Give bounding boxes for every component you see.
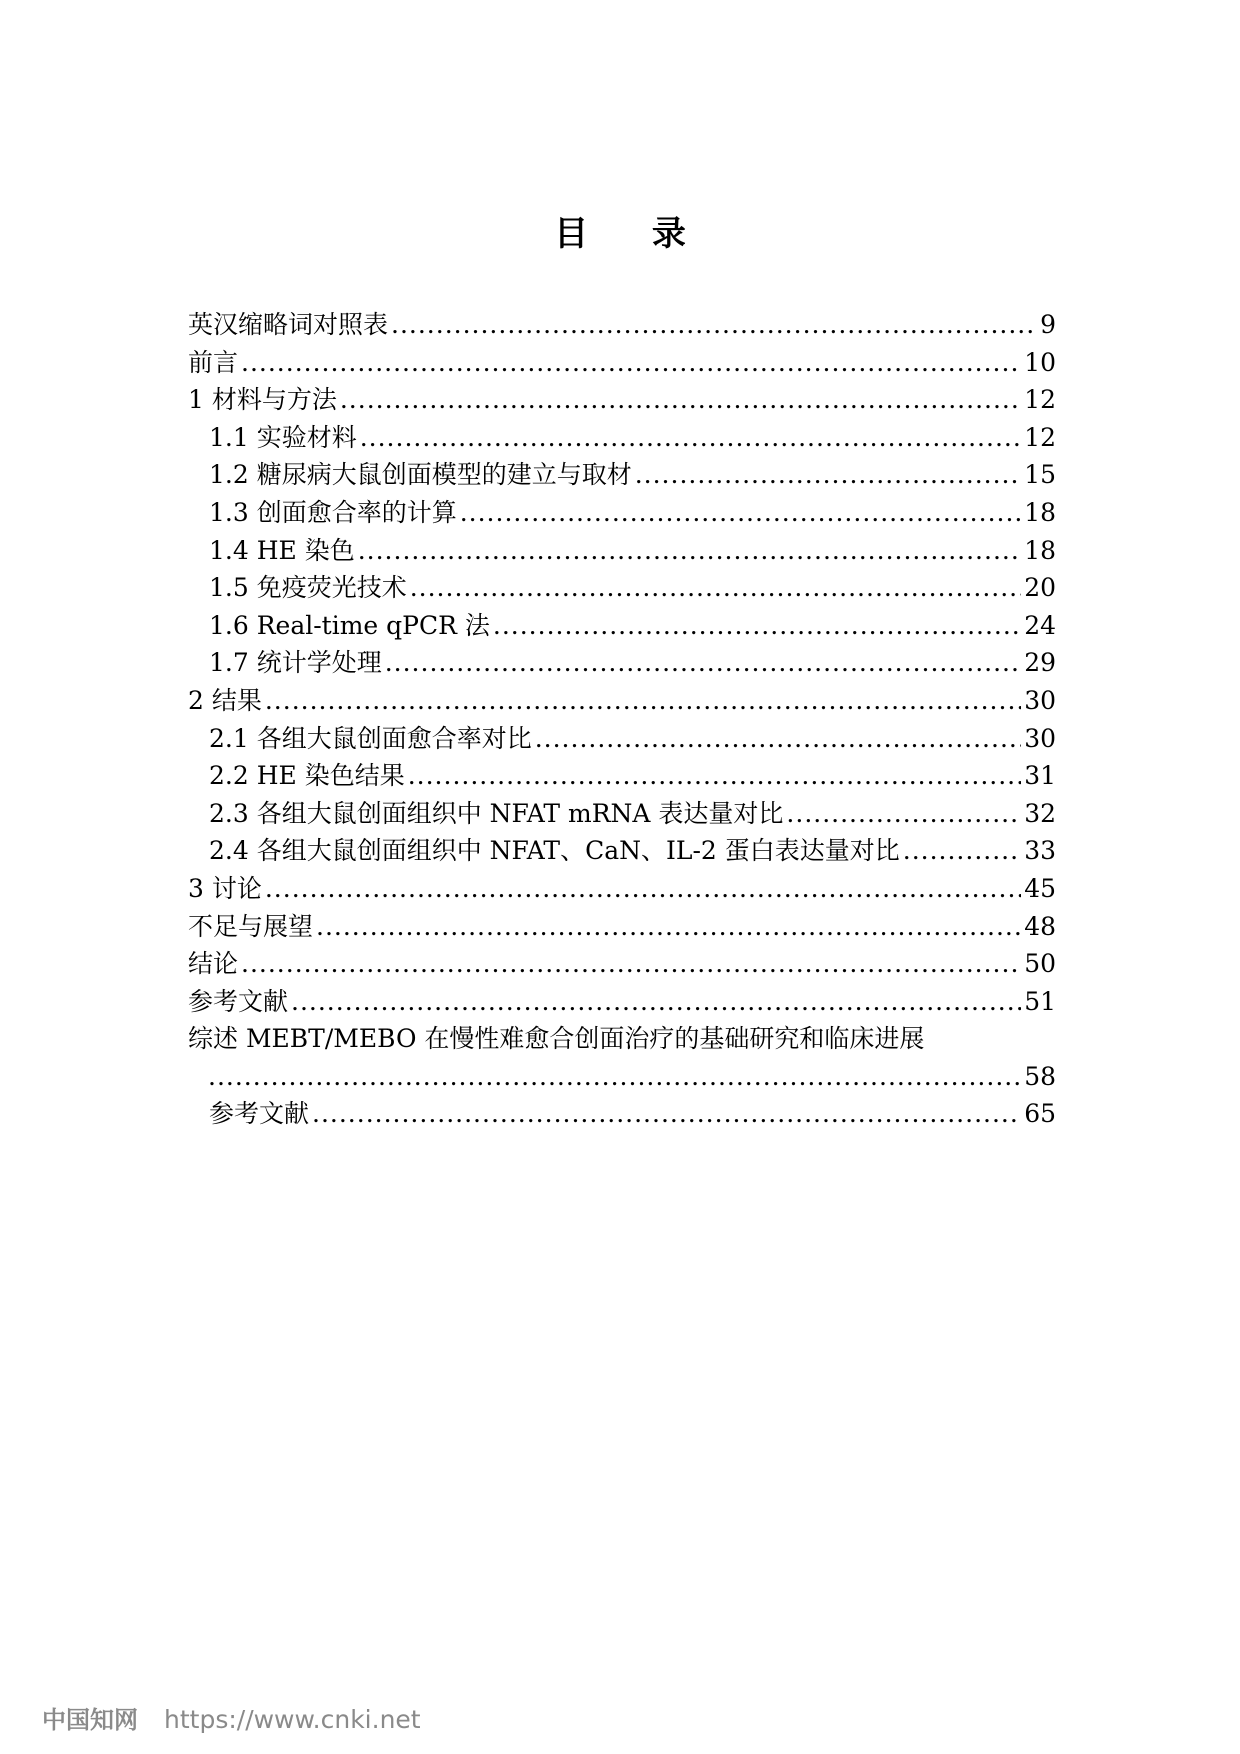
toc-entry-2-2[interactable]: [188, 757, 1056, 795]
dot-leader: [265, 870, 1021, 908]
toc-entry-2-1[interactable]: [188, 720, 1056, 758]
toc-entry-1-2[interactable]: [188, 456, 1056, 494]
toc-entry-page: 33: [1024, 836, 1056, 866]
toc-entry-1-4[interactable]: [188, 532, 1056, 570]
site-url[interactable]: https://www.cnki.net: [164, 1705, 421, 1734]
toc-entry-page: 18: [1024, 497, 1056, 527]
toc-entry-review-references[interactable]: [188, 1095, 1056, 1133]
toc-entry-materials-methods[interactable]: [188, 381, 1056, 419]
toc-entry-page: 30: [1024, 723, 1056, 753]
toc-entry-label: 1.6 Real-time qPCR 法: [209, 610, 490, 640]
toc-entry-label: 1.7 统计学处理: [209, 648, 382, 678]
toc-entry-label: 2.1 各组大鼠创面愈合率对比: [209, 723, 532, 753]
toc-entry-label: 1.2 糖尿病大鼠创面模型的建立与取材: [209, 460, 632, 490]
toc-entry-limitations[interactable]: [188, 908, 1056, 946]
toc-entry-page: 10: [1024, 347, 1056, 377]
toc-entry-label: 1.1 实验材料: [209, 422, 357, 452]
dot-leader: [358, 532, 1021, 570]
toc-entry-page: 32: [1024, 798, 1056, 828]
footer-watermark: [42, 1700, 421, 1734]
toc-entry-page: 9: [1040, 310, 1056, 339]
toc-entry-review[interactable]: [188, 1020, 1056, 1058]
toc-entry-1-6[interactable]: [188, 607, 1056, 645]
toc-entry-1-3[interactable]: [188, 494, 1056, 532]
dot-leader: [208, 1058, 1021, 1096]
toc-entry-label: 参考文献: [188, 986, 289, 1016]
dot-leader: [410, 569, 1021, 607]
toc-entry-label: 1 材料与方法: [188, 385, 337, 415]
toc-entry-page: 30: [1024, 685, 1056, 715]
table-of-contents: [188, 306, 1056, 1133]
toc-entry-page: 12: [1024, 385, 1056, 415]
toc-entry-page: 48: [1024, 911, 1056, 941]
toc-entry-page: 50: [1024, 949, 1056, 979]
toc-entry-page: 31: [1024, 761, 1056, 791]
dot-leader: [786, 795, 1021, 833]
toc-entry-1-7[interactable]: [188, 644, 1056, 682]
toc-entry-label: 不足与展望: [188, 911, 314, 941]
toc-entry-label: 综述 MEBT/MEBO 在慢性难愈合创面治疗的基础研究和临床进展: [188, 1024, 925, 1054]
toc-entry-label: 英汉缩略词对照表: [188, 310, 389, 339]
toc-entry-page: 29: [1024, 648, 1056, 678]
toc-entry-label: 2.3 各组大鼠创面组织中 NFAT mRNA 表达量对比: [209, 798, 784, 828]
dot-leader: [241, 344, 1021, 382]
toc-entry-label: 1.3 创面愈合率的计算: [209, 497, 457, 527]
toc-entry-label: 结论: [188, 949, 239, 979]
cnki-logo-text: 中国知网: [42, 1706, 138, 1734]
toc-entry-abbreviations[interactable]: [188, 306, 1056, 344]
toc-entry-page: 58: [1024, 1061, 1056, 1091]
toc-entry-page: 20: [1024, 573, 1056, 603]
toc-entry-results[interactable]: [188, 682, 1056, 720]
toc-entry-discussion[interactable]: [188, 870, 1056, 908]
dot-leader: [291, 983, 1021, 1021]
toc-entry-label: 1.5 免疫荧光技术: [209, 573, 407, 603]
toc-entry-page: 18: [1024, 535, 1056, 565]
toc-entry-page: 45: [1024, 873, 1056, 903]
toc-entry-2-3[interactable]: [188, 795, 1056, 833]
toc-entry-label: 3 讨论: [188, 873, 262, 903]
toc-entry-preface[interactable]: [188, 344, 1056, 382]
page-title: 目 录: [554, 214, 712, 254]
toc-entry-page: 51: [1024, 986, 1056, 1016]
toc-entry-label: 1.4 HE 染色: [209, 535, 355, 565]
dot-leader: [460, 494, 1021, 532]
dot-leader: [903, 832, 1021, 870]
dot-leader: [316, 908, 1021, 946]
toc-entry-1-5[interactable]: [188, 569, 1056, 607]
toc-entry-page: 65: [1024, 1099, 1056, 1129]
toc-entry-label: 2.2 HE 染色结果: [209, 761, 405, 791]
dot-leader: [493, 607, 1021, 645]
dot-leader: [360, 419, 1021, 457]
toc-entry-review-continuation[interactable]: [188, 1058, 1056, 1096]
toc-entry-1-1[interactable]: [188, 419, 1056, 457]
dot-leader: [408, 757, 1021, 795]
dot-leader: [635, 456, 1021, 494]
toc-entry-label: 前言: [188, 347, 239, 377]
toc-entry-page: 15: [1024, 460, 1056, 490]
dot-leader: [340, 381, 1021, 419]
toc-entry-page: 24: [1024, 610, 1056, 640]
toc-entry-references[interactable]: [188, 983, 1056, 1021]
toc-entry-label: 2.4 各组大鼠创面组织中 NFAT、CaN、IL-2 蛋白表达量对比: [209, 836, 900, 866]
toc-entry-page: 12: [1024, 422, 1056, 452]
toc-entry-label: 2 结果: [188, 685, 262, 715]
toc-entry-label: 参考文献: [209, 1099, 310, 1129]
dot-leader: [265, 682, 1021, 720]
dot-leader: [535, 720, 1021, 758]
toc-entry-2-4[interactable]: [188, 832, 1056, 870]
dot-leader: [312, 1095, 1021, 1133]
dot-leader: [385, 644, 1021, 682]
dot-leader: [241, 945, 1021, 983]
toc-entry-conclusion[interactable]: [188, 945, 1056, 983]
dot-leader: [391, 306, 1037, 344]
